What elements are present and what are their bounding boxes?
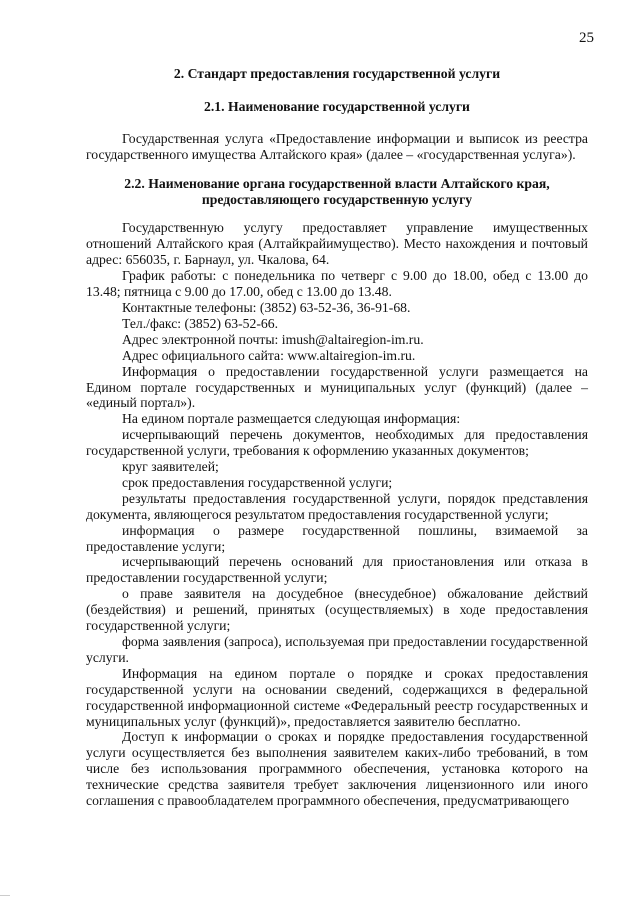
paragraph: Государственная услуга «Предоставление информации и выписок из реестра государственного имущества Алтайского края» (далее – «государственная услуга»).: [86, 130, 588, 162]
section-heading: 2. Стандарт предоставления государственной услуги: [173, 66, 501, 81]
paragraph: На едином портале размещается следующая информация:: [122, 411, 461, 427]
paragraph: Информация на едином портале о порядке и сроках предоставления государственной услуги на основании сведений, содержащихся в федеральной государственной информационной системе «Федеральный реестр государственных и муниципальных услуг (функций)», предоставляется заявителю бесплатно.: [86, 665, 588, 729]
paragraph: Адрес электронной почты: imush@altairegion-im.ru.: [122, 331, 424, 347]
paragraph: Доступ к информации о сроках и порядке предоставления государственной услуги осуществляется без выполнения заявителем каких-либо требований, в том числе без использования программного обеспечения, установка которого на технические средства заявителя требует заключения лицензионного или иного соглашения с правообладателем программного обеспечения, предусматривающего: [86, 729, 588, 809]
paragraph: Информация о предоставлении государственной услуги размещается на Едином портале государственных и муниципальных услуг (функций) (далее – «единый портал»).: [86, 363, 588, 411]
list-item: результаты предоставления государственной услуги, порядок представления документа, являющегося результатом предоставления государственной услуги;: [86, 490, 588, 522]
page-edge-mark: [0, 895, 10, 896]
subsection-heading-2-2-line1: 2.2. Наименование органа государственной власти Алтайского края,: [124, 175, 550, 191]
paragraph: График работы: с понедельника по четверг с 9.00 до 18.00, обед с 13.00 до 13.48; пятница с 9.00 до 17.00, обед с 13.00 до 13.48.: [86, 268, 588, 300]
page-number: 25: [579, 30, 594, 46]
subsection-heading-2-2: [86, 176, 588, 208]
paragraph: Тел./факс: (3852) 63-52-66.: [122, 315, 279, 331]
list-item: о праве заявителя на досудебное (внесудебное) обжалование действий (бездействия) и решений, принятых (осуществляемых) в ходе предоставления государственной услуги;: [86, 586, 588, 634]
paragraph: Адрес официального сайта: www.altairegion-im.ru.: [122, 347, 416, 363]
list-item: исчерпывающий перечень оснований для приостановления или отказа в предоставлении государственной услуги;: [86, 554, 588, 586]
subsection-heading-2-1: 2.1. Наименование государственной услуги: [204, 98, 470, 114]
list-item: исчерпывающий перечень документов, необходимых для предоставления государственной услуги, требования к оформлению указанных документов;: [86, 427, 588, 459]
subsection-heading-2-2-line2: предоставляющего государственную услугу: [201, 191, 473, 207]
list-item: круг заявителей;: [122, 459, 219, 475]
list-item: срок предоставления государственной услуги;: [122, 474, 393, 490]
list-item: информация о размере государственной пошлины, взимаемой за предоставление услуги;: [86, 522, 588, 554]
document-body: [86, 66, 588, 809]
paragraph: Государственную услугу предоставляет управление имущественных отношений Алтайского края (Алтайкрайимущество). Место нахождения и почтовый адрес: 656035, г. Барнаул, ул. Чкалова, 64.: [86, 220, 588, 268]
paragraph: Контактные телефоны: (3852) 63-52-36, 36-91-68.: [122, 299, 411, 315]
list-item: форма заявления (запроса), используемая при предоставлении государственной услуги.: [86, 634, 588, 665]
